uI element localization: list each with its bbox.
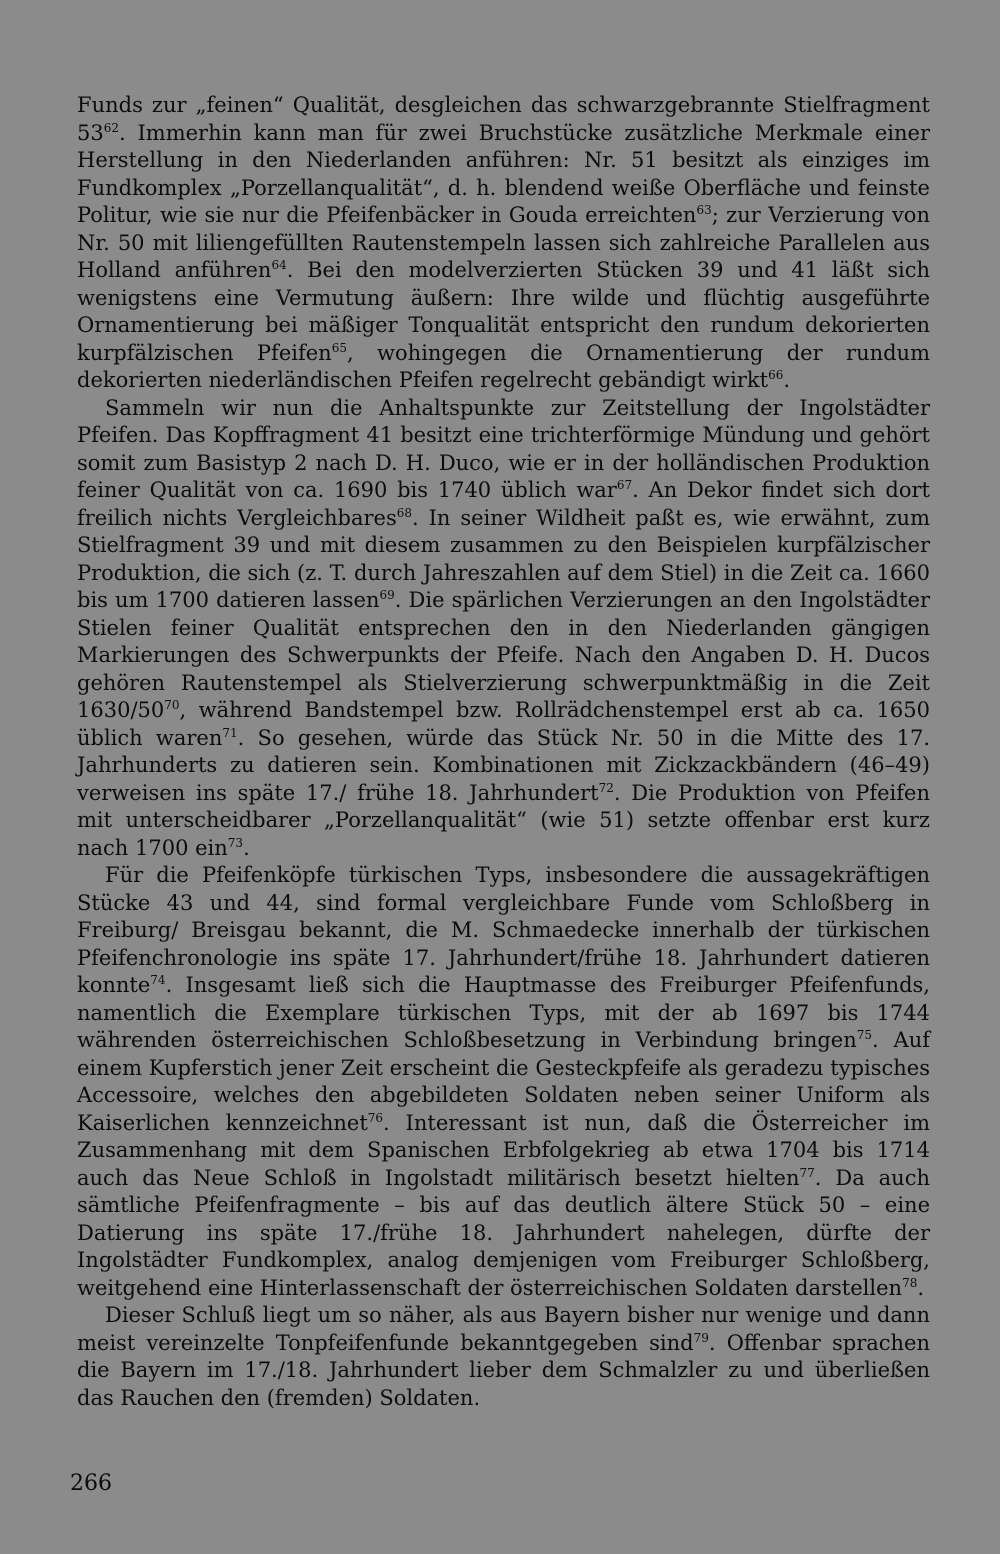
text-run: . In seiner Wildheit paßt es, wie erwähnt, zum Stielfragment 39 und mit diesem zusammen zu den Beispielen kurpfälzischer Produktion, die sich (z. T. durch Jahreszahlen auf dem Stiel) in die Zeit ca. 1660 bis um 1700 datieren lassen (77, 505, 930, 612)
text-run: . Interessant ist nun, daß die Österreicher im Zusammenhang mit dem Spanischen Erbfolgekrieg ab etwa 1704 bis 1714 auch das Neue Schloß in Ingolstadt militärisch besetzt hielten (77, 1110, 930, 1190)
text-run: ; zur Verzierung von Nr. 50 mit liliengefüllten Rautenstempeln lassen sich zahlreiche Parallelen aus Holland anführen (77, 203, 930, 282)
text-run: . (917, 1275, 925, 1300)
text-run: . (243, 835, 250, 860)
footnote-ref: 63 (696, 203, 712, 217)
text-run: Für die Pfeifenköpfe türkischen Typs, insbesondere die aussagekräftigen Stücke 43 und 44, sind formal vergleichbare Funde vom Schloßberg in Freiburg/ Breisgau bekannt, die M. Schmaedecke innerhalb der türkischen Pfeifenchronologie ins späte 17. Jahrhundert/frühe 18. Jahrhundert datieren konnte (77, 863, 930, 997)
text-run: . Die spärlichen Verzierungen an den Ingolstädter Stielen feiner Qualität entsprechen den in den Niederlanden gängigen Markierungen des Schwerpunkts der Pfeife. Nach den Angaben D. H. Ducos gehören Rautenstempel als Stielverzierung schwerpunktmäßig in die Zeit 1630/50 (77, 588, 930, 722)
paragraph-1 (77, 92, 930, 395)
footnote-ref: 71 (222, 725, 238, 740)
text-run: . Da auch sämtliche Pfeifenfragmente – bis auf das deutlich ältere Stück 50 – eine Datierung ins späte 17./frühe 18. Jahrhundert nahelegen, dürfte der Ingolstädter Fundkomplex, analog demjenigen vom Freiburger Schloßberg, weitgehend eine Hinterlassenschaft der österreichischen Soldaten darstellen (77, 1165, 930, 1300)
text-run: . An Dekor findet sich dort freilich nichts Vergleichbares (77, 478, 930, 530)
text-run: . Offenbar sprachen die Bayern im 17./18. Jahrhundert lieber dem Schmalzler zu und überließen das Rauchen den (fremden) Soldaten. (77, 1330, 930, 1410)
footnote-ref: 67 (616, 478, 633, 492)
paragraph-2 (77, 395, 930, 863)
footnote-ref: 64 (271, 258, 287, 272)
footnote-ref: 74 (150, 973, 166, 987)
text-run: . Die Produktion von Pfeifen mit unterscheidbarer „Porzellanqualität“ (wie 51) setzte offenbar erst kurz nach 1700 ein (77, 780, 930, 860)
footnote-ref: 73 (227, 835, 244, 850)
footnote-ref: 68 (396, 505, 413, 520)
text-run: . Insgesamt ließ sich die Hauptmasse des Freiburger Pfeifenfunds, namentlich die Exemplare türkischen Typs, mit der ab 1697 bis 1744 währenden österreichischen Schloßbesetzung in Verbindung bringen (77, 973, 930, 1052)
paragraph-3 (77, 862, 930, 1302)
page-body (77, 92, 930, 1412)
paragraph-4 (77, 1302, 930, 1412)
footnote-ref: 65 (331, 340, 347, 355)
footnote-ref: 76 (367, 1110, 384, 1125)
footnote-ref: 70 (164, 698, 180, 712)
footnote-ref: 66 (768, 368, 784, 382)
text-run: . Auf einem Kupferstich jener Zeit erscheint die Gesteckpfeife als geradezu typisches Accessoire, welches den abgebildeten Soldaten neben seiner Uniform als Kaiserlichen kennzeichnet (77, 1028, 930, 1135)
text-run: Funds zur „feinen“ Qualität, desgleichen das schwarzgebrannte Stielfragment 53 (77, 93, 930, 145)
text-run: , während Bandstempel bzw. Rollrädchenstempel erst ab ca. 1650 üblich waren (77, 698, 930, 750)
text-run: Dieser Schluß liegt um so näher, als aus Bayern bisher nur wenige und dann meist vereinzelte Tonpfeifenfunde bekanntgegeben sind (77, 1303, 930, 1355)
text-run: . (783, 368, 791, 392)
text-run: . So gesehen, würde das Stück Nr. 50 in die Mitte des 17. Jahrhunderts zu datieren sein. Kombinationen mit Zickzackbändern (46–49) verweisen ins späte 17./ frühe 18. Jahrhundert (77, 725, 930, 805)
text-run: Sammeln wir nun die Anhaltspunkte zur Zeitstellung der Ingolstädter Pfeifen. Das Kopffragment 41 besitzt eine trichterförmige Mündung und gehört somit zum Basistyp 2 nach D. H. Duco, wie er in der holländischen Produktion feiner Qualität von ca. 1690 bis 1740 üblich war (77, 395, 930, 502)
footnote-ref: 79 (693, 1330, 709, 1345)
footnote-ref: 77 (799, 1165, 815, 1180)
text-run: , wohingegen die Ornamentierung der rundum dekorierten niederländischen Pfeifen regelrecht gebändigt wirkt (77, 340, 930, 392)
footnote-ref: 78 (902, 1275, 918, 1290)
text-run: . Immerhin kann man für zwei Bruchstücke zusätzliche Merkmale einer Herstellung in den Niederlanden anführen: Nr. 51 besitzt als einziges im Fundkomplex „Porzellanqualität“, d. h. blendend weiße Oberfläche und feinste Politur, wie sie nur die Pfeifenbäcker in Gouda erreichten (77, 120, 930, 227)
footnote-ref: 69 (379, 588, 395, 602)
page-number: 266 (70, 1471, 112, 1496)
footnote-ref: 75 (856, 1028, 873, 1042)
footnote-ref: 72 (598, 780, 614, 795)
text-run: . Bei den modelverzierten Stücken 39 und 41 läßt sich wenigstens eine Vermutung äußern: Ihre wilde und flüchtig ausgeführte Ornamentierung bei mäßiger Tonqualität entspricht den rundum dekorierten kurpfälzischen Pfeifen (77, 258, 930, 365)
footnote-ref: 62 (103, 120, 120, 135)
